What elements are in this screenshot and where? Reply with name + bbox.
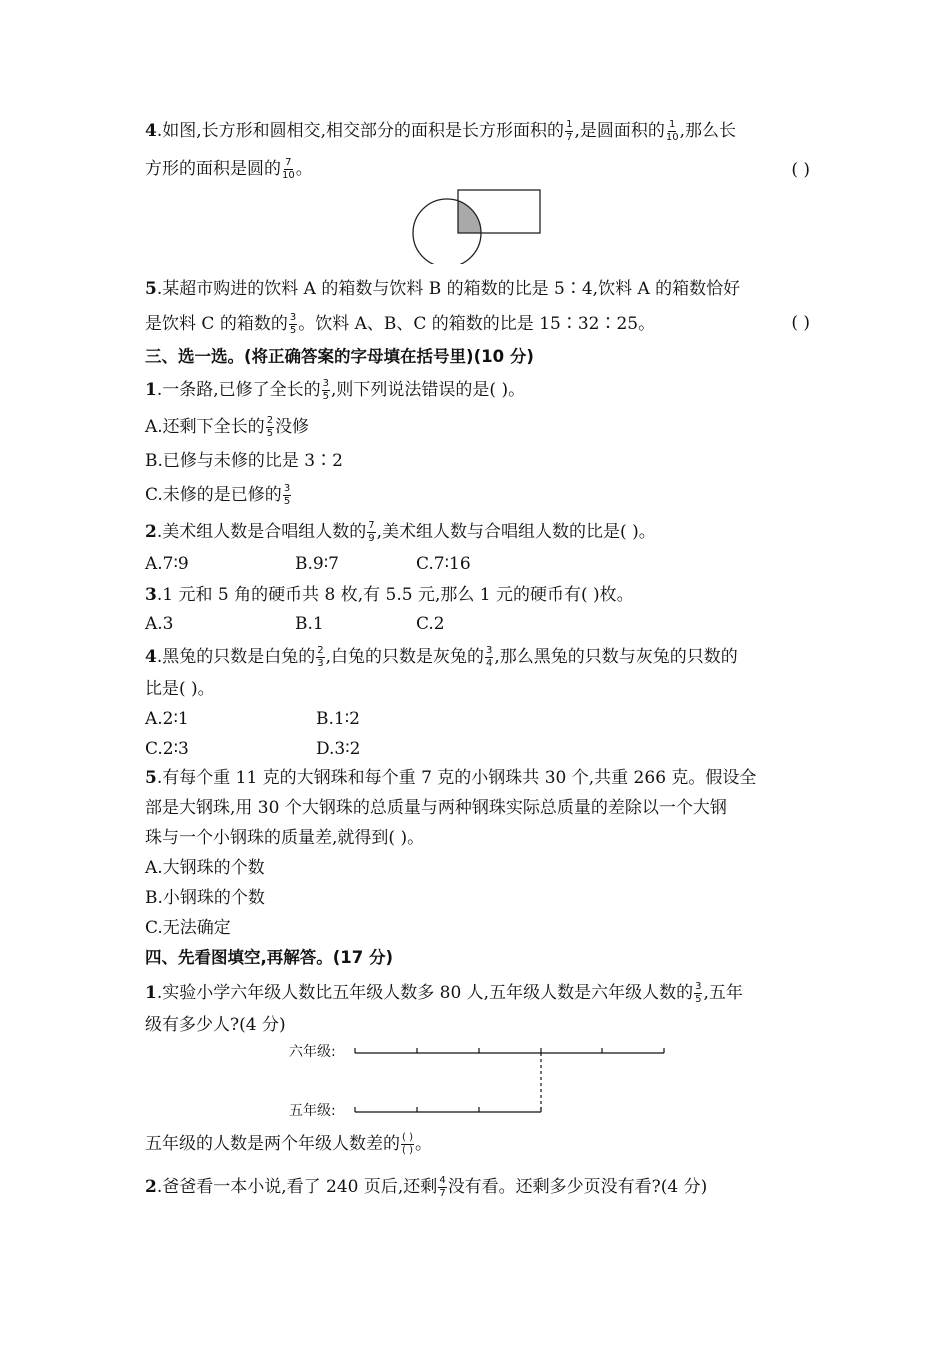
c3-question: 3.1 元和 5 角的硬币共 8 枚,有 5.5 元,那么 1 元的硬币有( )枚。 [145, 585, 634, 605]
c2-fraction: $\frac{7}{9}$ [368, 520, 375, 544]
c4-option-c[interactable]: C.2∶3 [145, 739, 189, 759]
c4-option-d[interactable]: D.3∶2 [316, 739, 361, 759]
grade6-label: 六年级: [289, 1044, 336, 1060]
rect-circle-figure [405, 184, 550, 264]
section-3-heading: 三、选一选。(将正确答案的字母填在括号里)(10 分) [145, 347, 534, 366]
q4-line1: 4.如图,长方形和圆相交,相交部分的面积是长方形面积的 $\frac{1}{7}$ ,是圆面积的 $\frac{1}{10}$ ,那么长 [145, 119, 736, 143]
p1-question-line1: 1.实验小学六年级人数比五年级人数多 80 人,五年级人数是六年级人数的 $\frac{3}{5}$ ,五年 [145, 981, 743, 1005]
q4-fraction-1: $\frac{1}{7}$ [566, 119, 573, 143]
c5-option-b[interactable]: B.小钢珠的个数 [145, 888, 265, 908]
c2-option-a[interactable]: A.7∶9 [145, 554, 189, 574]
c4-option-a[interactable]: A.2∶1 [145, 709, 189, 729]
q4-answer-paren[interactable]: ( ) [791, 160, 810, 180]
q5-fraction: $\frac{3}{5}$ [289, 312, 297, 336]
c1-a-fraction: $\frac{2}{5}$ [266, 415, 274, 439]
p2-question: 2.爸爸看一本小说,看了 240 页后,还剩 $\frac{4}{7}$ 没有看。还剩多少页没有看?(4 分) [145, 1175, 708, 1199]
segment-diagram [350, 1040, 670, 1120]
p1-fill-line: 五年级的人数是两个年级人数差的 ( ) ( ) 。 [145, 1132, 432, 1156]
c5-option-c[interactable]: C.无法确定 [145, 918, 231, 938]
c1-option-c[interactable]: C.未修的是已修的 $\frac{3}{5}$ [145, 483, 291, 507]
q5-number: 5 [145, 279, 157, 299]
c2-option-b[interactable]: B.9∶7 [295, 554, 339, 574]
c4-fraction-2: $\frac{3}{4}$ [486, 645, 493, 669]
c1-option-a[interactable]: A.还剩下全长的 $\frac{2}{5}$ 没修 [145, 415, 310, 439]
c4-question-line2: 比是( )。 [145, 679, 215, 699]
q4-number: 4 [145, 121, 157, 141]
p1-fraction: $\frac{3}{5}$ [695, 981, 702, 1005]
c2-option-c[interactable]: C.7∶16 [416, 554, 471, 574]
c5-question-line1: 5.有每个重 11 克的大钢珠和每个重 7 克的小钢珠共 30 个,共重 266 克。假设全 [145, 768, 757, 788]
c1-option-b[interactable]: B.已修与未修的比是 3∶2 [145, 451, 343, 471]
p1-blank-fraction[interactable]: ( ) ( ) [402, 1132, 413, 1156]
section-4-heading: 四、先看图填空,再解答。(17 分) [145, 948, 394, 967]
q4-fraction-2: $\frac{1}{10}$ [665, 119, 679, 143]
q4-text: .如图,长方形和圆相交,相交部分的面积是长方形面积的 [156, 121, 565, 141]
c1-fraction: $\frac{3}{5}$ [322, 378, 330, 402]
c5-option-a[interactable]: A.大钢珠的个数 [145, 858, 265, 878]
q5-line1: 5.某超市购进的饮料 A 的箱数与饮料 B 的箱数的比是 5∶4,饮料 A 的箱数恰好 [145, 279, 741, 299]
q5-line2: 是饮料 C 的箱数的 $\frac{3}{5}$ 。饮料 A、B、C 的箱数的比是 15∶32∶25。 [145, 312, 656, 336]
c4-fraction-1: $\frac{2}{3}$ [317, 645, 324, 669]
p2-fraction: $\frac{4}{7}$ [439, 1175, 446, 1199]
q5-answer-paren[interactable]: ( ) [791, 313, 810, 333]
c3-option-a[interactable]: A.3 [145, 614, 174, 634]
c1-question: 1.一条路,已修了全长的 $\frac{3}{5}$ ,则下列说法错误的是( )。 [145, 378, 526, 402]
c3-option-c[interactable]: C.2 [416, 614, 445, 634]
q4-fraction-3: $\frac{7}{10}$ [282, 157, 295, 181]
c5-question-line2: 部是大钢珠,用 30 个大钢珠的总质量与两种钢珠实际总质量的差除以一个大钢 [145, 798, 727, 818]
c3-option-b[interactable]: B.1 [295, 614, 324, 634]
c4-option-b[interactable]: B.1∶2 [316, 709, 360, 729]
c1-c-fraction: $\frac{3}{5}$ [283, 483, 291, 507]
grade5-label: 五年级: [289, 1103, 336, 1119]
c5-question-line3: 珠与一个小钢珠的质量差,就得到( )。 [145, 828, 425, 848]
p1-question-line2: 级有多少人?(4 分) [145, 1015, 286, 1035]
c2-question: 2.美术组人数是合唱组人数的 $\frac{7}{9}$ ,美术组人数与合唱组人数的比是( )。 [145, 520, 656, 544]
q4-line2: 方形的面积是圆的 $\frac{7}{10}$ 。 [145, 157, 313, 181]
c4-question-line1: 4.黑兔的只数是白兔的 $\frac{2}{3}$ ,白兔的只数是灰兔的 $\frac{3}{4}$ ,那么黑兔的只数与灰兔的只数的 [145, 645, 738, 669]
